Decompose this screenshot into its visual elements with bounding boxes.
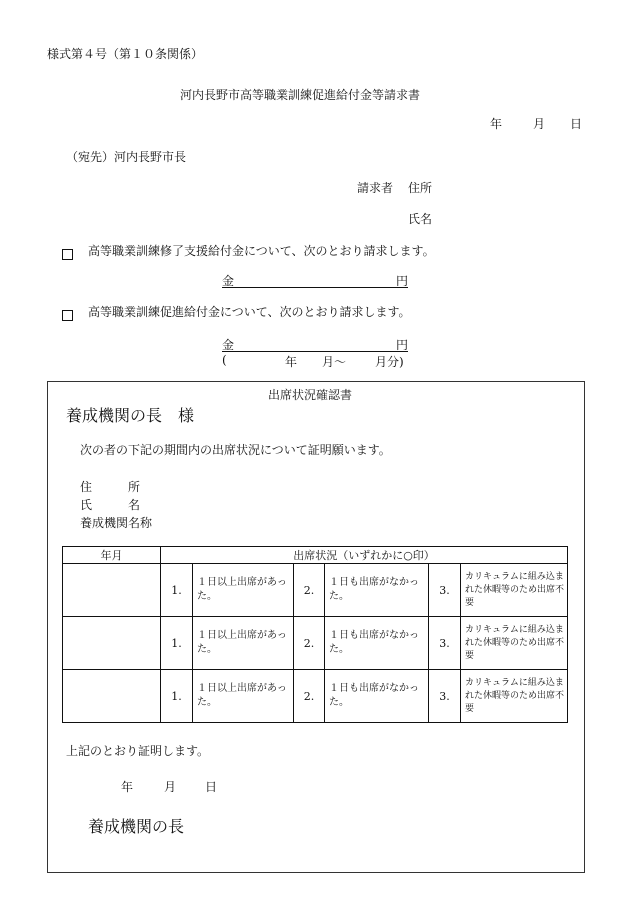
option-completion-text: 高等職業訓練修了支援給付金について、次のとおり請求します。 xyxy=(88,244,435,258)
table-row xyxy=(63,564,568,617)
date-year: 年 xyxy=(490,117,503,131)
choice-2-text: １日も出席がなかった。 xyxy=(325,617,429,670)
yen-label-1: 円 xyxy=(396,274,409,288)
student-name-label: 氏 名 xyxy=(80,498,141,512)
period-month-to: 月分) xyxy=(375,355,404,369)
choice-1-number[interactable]: 1. xyxy=(161,670,193,723)
attendance-table xyxy=(62,546,568,723)
choice-3-number[interactable]: 3. xyxy=(429,617,461,670)
certificate-addressee: 養成機関の長 様 xyxy=(66,406,195,425)
table-row xyxy=(63,670,568,723)
student-address-label: 住 所 xyxy=(80,480,141,494)
kin-label-2: 金 xyxy=(222,338,235,352)
choice-3-number[interactable]: 3. xyxy=(429,670,461,723)
claimant-address-label: 住所 xyxy=(408,181,433,195)
amount-line-promotion[interactable] xyxy=(222,336,408,352)
table-header-row xyxy=(63,547,568,564)
document-title: 河内長野市高等職業訓練促進給付金等請求書 xyxy=(180,88,421,102)
certificate-title: 出席状況確認書 xyxy=(268,388,353,402)
claimant-label: 請求者 xyxy=(357,181,394,195)
certify-date-day: 日 xyxy=(205,780,218,794)
certify-date-month: 月 xyxy=(164,780,177,794)
kin-label-1: 金 xyxy=(222,274,235,288)
certify-statement: 上記のとおり証明します。 xyxy=(66,744,210,758)
choice-3-text: カリキュラムに組み込まれた休暇等のため出席不要 xyxy=(461,564,568,617)
claimant-name-label: 氏名 xyxy=(408,212,433,226)
choice-2-number[interactable]: 2. xyxy=(294,617,325,670)
certificate-request: 次の者の下記の期間内の出席状況について証明願います。 xyxy=(80,443,391,457)
period-open: ( xyxy=(222,353,227,367)
institution-name-label: 養成機関名称 xyxy=(80,516,153,530)
choice-1-text: １日以上出席があった。 xyxy=(193,564,294,617)
date-day: 日 xyxy=(570,117,583,131)
option-promotion-text: 高等職業訓練促進給付金について、次のとおり請求します。 xyxy=(88,305,411,319)
year-month-cell[interactable] xyxy=(63,670,161,723)
choice-3-text: カリキュラムに組み込まれた休暇等のため出席不要 xyxy=(461,617,568,670)
table-row xyxy=(63,617,568,670)
choice-3-text: カリキュラムに組み込まれた休暇等のため出席不要 xyxy=(461,670,568,723)
period-month-from: 月〜 xyxy=(322,355,347,369)
period-year: 年 xyxy=(285,355,298,369)
choice-1-text: １日以上出席があった。 xyxy=(193,617,294,670)
form-number: 様式第４号（第１０条関係） xyxy=(47,47,204,61)
choice-1-number[interactable]: 1. xyxy=(161,564,193,617)
date-month: 月 xyxy=(533,117,546,131)
amount-line-completion[interactable] xyxy=(222,272,408,288)
choice-2-number[interactable]: 2. xyxy=(294,670,325,723)
choice-2-text: １日も出席がなかった。 xyxy=(325,564,429,617)
choice-3-number[interactable]: 3. xyxy=(429,564,461,617)
choice-2-text: １日も出席がなかった。 xyxy=(325,670,429,723)
header-attendance-status: 出席状況（いずれかに○印） xyxy=(161,547,568,564)
choice-2-number[interactable]: 2. xyxy=(294,564,325,617)
signer-title: 養成機関の長 xyxy=(88,817,185,836)
yen-label-2: 円 xyxy=(396,338,409,352)
checkbox-completion[interactable] xyxy=(62,245,73,264)
certify-date-year: 年 xyxy=(121,780,134,794)
header-year-month: 年月 xyxy=(63,547,161,564)
choice-1-number[interactable]: 1. xyxy=(161,617,193,670)
addressee: （宛先）河内長野市長 xyxy=(66,150,187,164)
year-month-cell[interactable] xyxy=(63,617,161,670)
checkbox-promotion[interactable] xyxy=(62,306,73,325)
choice-1-text: １日以上出席があった。 xyxy=(193,670,294,723)
year-month-cell[interactable] xyxy=(63,564,161,617)
